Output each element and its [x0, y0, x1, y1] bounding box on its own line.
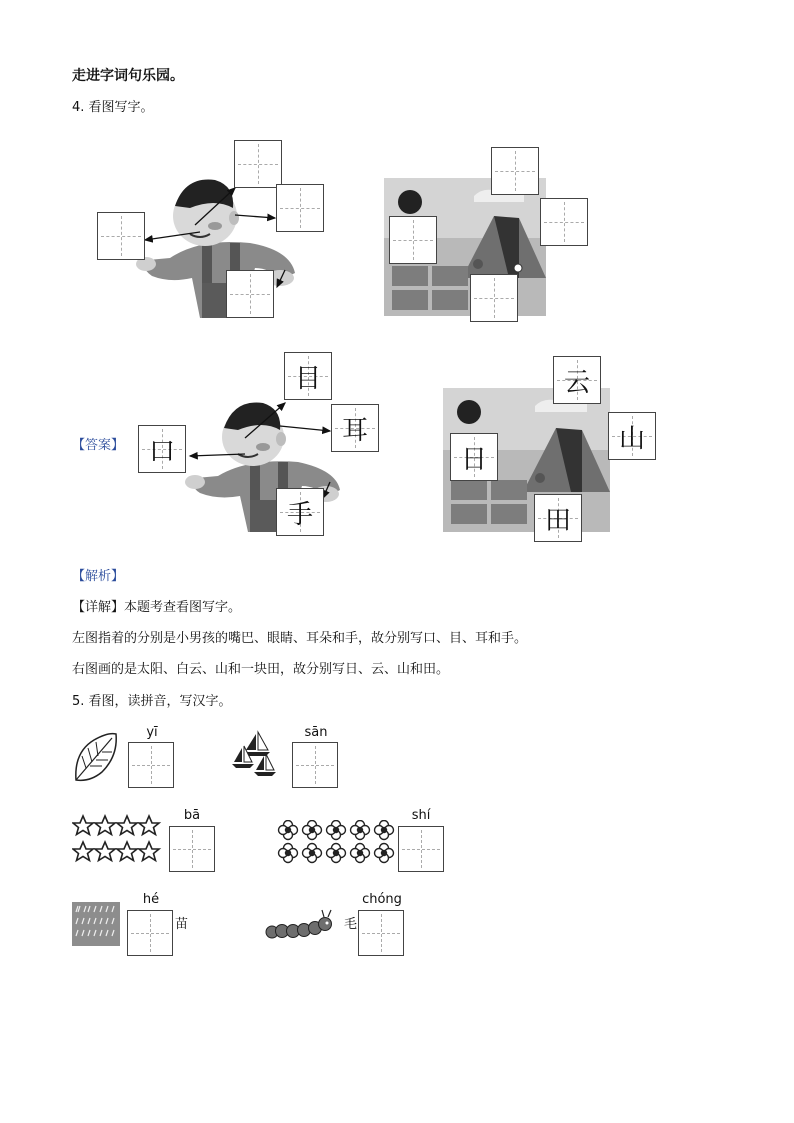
he-write-box[interactable] [127, 910, 173, 956]
mouth-answer-char: 口 [148, 436, 175, 467]
mouth-answer-box [138, 425, 186, 473]
caterpillar-icon [264, 908, 340, 942]
q4-prompt: 4. 看图写字。 [72, 100, 154, 115]
eye-answer-box [284, 352, 332, 400]
ba-write-box[interactable] [169, 826, 215, 872]
q5-prompt: 5. 看图，读拼音，写汉字。 [72, 694, 232, 709]
ear-box[interactable] [276, 184, 324, 232]
field-box[interactable] [470, 274, 518, 322]
stars-icon [72, 814, 164, 864]
pinyin-san: sān [304, 725, 328, 740]
hand-box[interactable] [226, 270, 274, 318]
flowers-icon [276, 820, 396, 864]
section-title: 走进字词句乐园。 [72, 68, 184, 84]
analysis-line-2: 右图画的是太阳、白云、山和一块田，故分别写日、云、山和田。 [72, 662, 450, 677]
eye-box[interactable] [234, 140, 282, 188]
san-write-box[interactable] [292, 742, 338, 788]
leaf-icon [72, 732, 118, 784]
pinyin-he: hé [142, 892, 160, 907]
pinyin-shi: shí [411, 808, 431, 823]
ear-answer-box [331, 404, 379, 452]
cloud-answer-char: 云 [563, 367, 590, 398]
yi-write-box[interactable] [128, 742, 174, 788]
hand-answer-char: 手 [286, 499, 313, 530]
answer-label: 【答案】 [72, 438, 125, 453]
he-suffix: 苗 [175, 917, 189, 932]
analysis-detail: 【详解】本题考查看图写字。 [72, 600, 242, 615]
pinyin-chong: chóng [362, 892, 402, 907]
field-answer-box [534, 494, 582, 542]
pinyin-yi: yī [146, 725, 158, 740]
field-answer-char: 田 [544, 505, 571, 536]
mouth-box[interactable] [97, 212, 145, 260]
mountain-box[interactable] [540, 198, 588, 246]
chong-prefix: 毛 [344, 917, 358, 932]
ear-answer-char: 耳 [341, 415, 368, 446]
hand-answer-box [276, 488, 324, 536]
sun-answer-box [450, 433, 498, 481]
cloud-box[interactable] [491, 147, 539, 195]
eye-answer-char: 目 [294, 363, 321, 394]
chong-write-box[interactable] [358, 910, 404, 956]
cloud-answer-box [553, 356, 601, 404]
sun-answer-char: 日 [460, 444, 487, 475]
analysis-label: 【解析】 [72, 569, 125, 584]
pinyin-ba: bā [183, 808, 201, 823]
shi-write-box[interactable] [398, 826, 444, 872]
seedlings-icon [72, 902, 120, 946]
mountain-answer-box [608, 412, 656, 460]
mountain-answer-char: 山 [618, 423, 645, 454]
sun-box[interactable] [389, 216, 437, 264]
boats-icon [232, 730, 280, 778]
analysis-line-1: 左图指着的分别是小男孩的嘴巴、眼睛、耳朵和手，故分别写口、目、耳和手。 [72, 631, 528, 646]
